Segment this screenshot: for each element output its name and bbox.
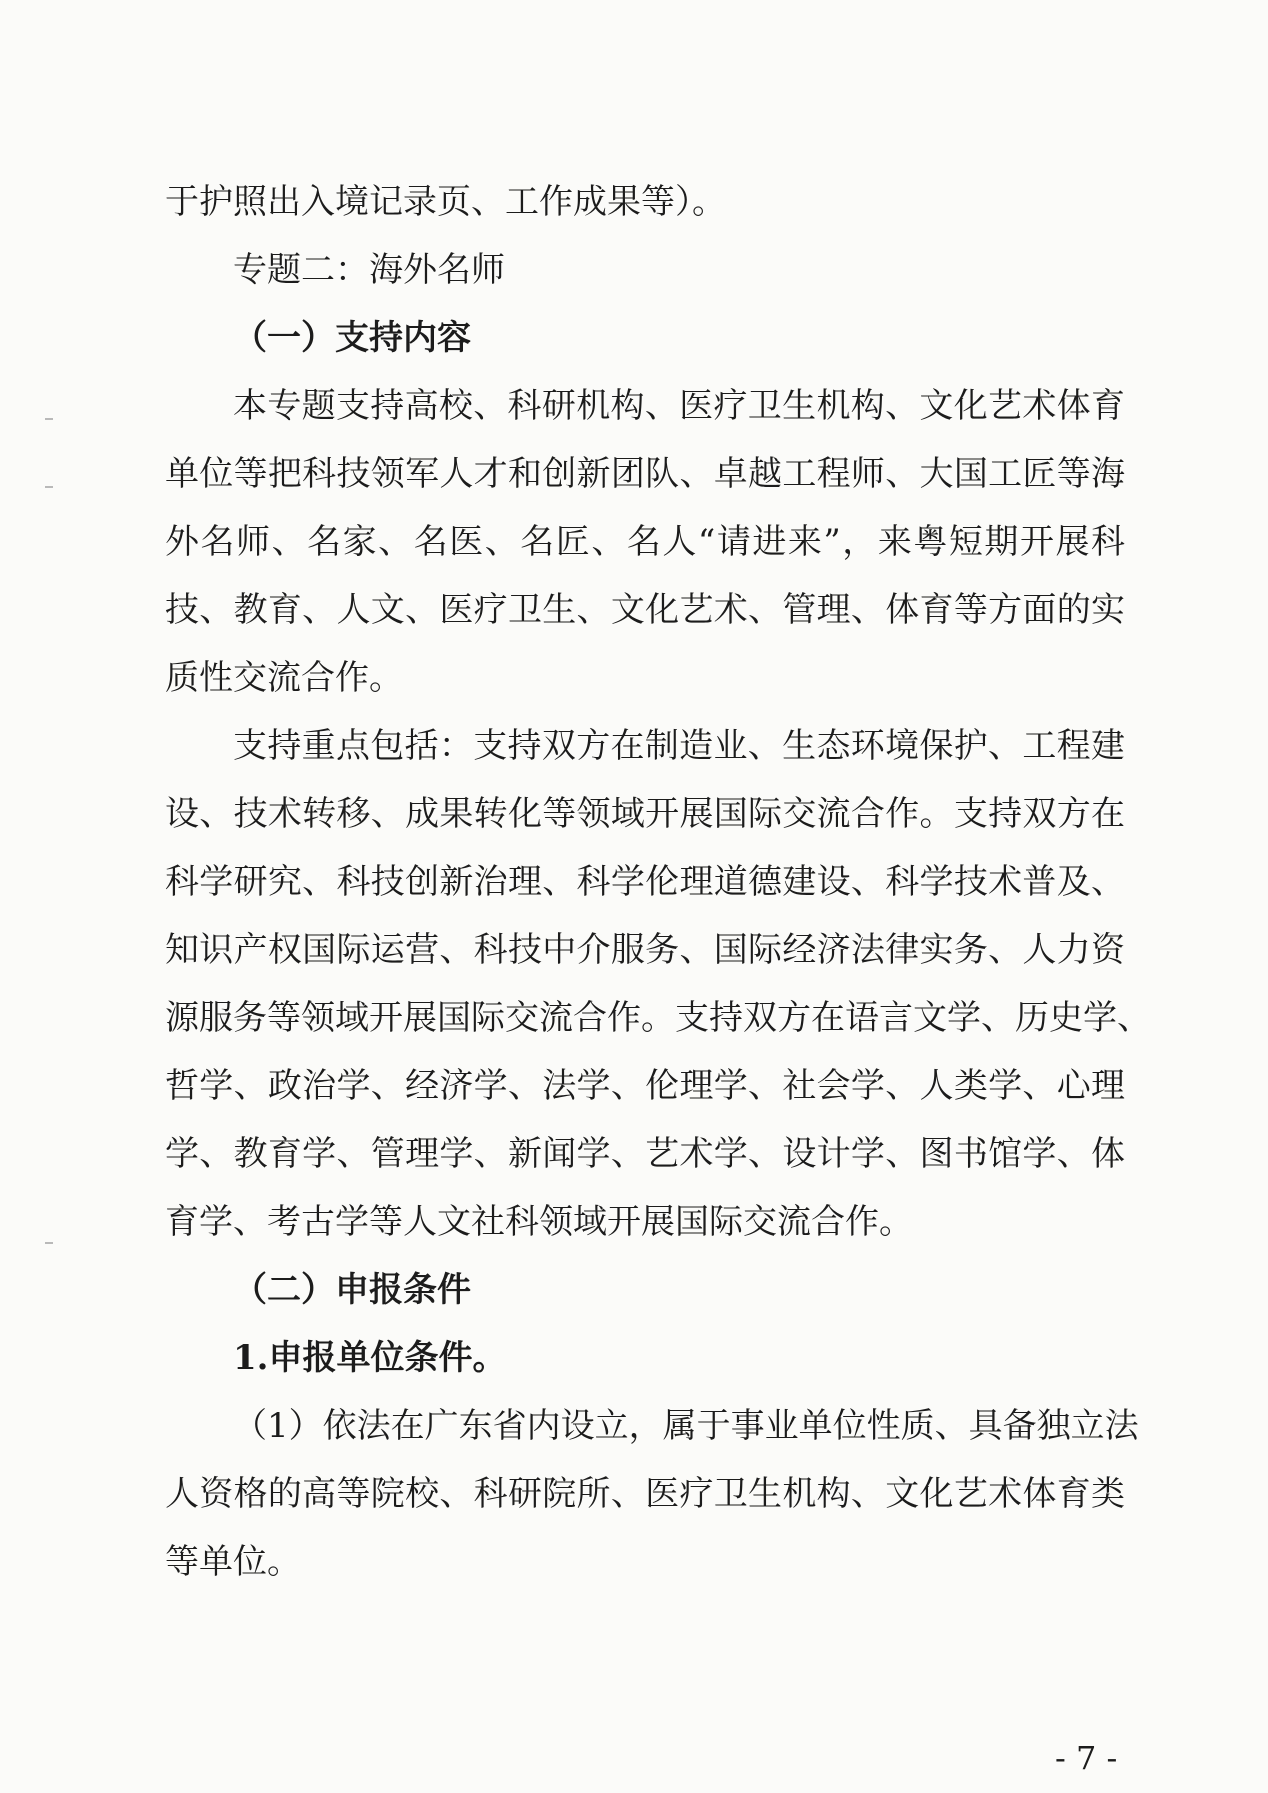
paragraph-line: 支持重点包括：支持双方在制造业、生态环境保护、工程建 <box>233 726 1125 766</box>
subsection-heading: 1.申报单位条件。 <box>233 1338 507 1378</box>
paragraph-line: 源服务等领域开展国际交流合作。支持双方在语言文学、历史学、 <box>165 998 1151 1038</box>
section-heading-support-content: （一）支持内容 <box>233 318 471 358</box>
page-number: - 7 - <box>1055 1739 1118 1777</box>
scan-margin-mark <box>45 486 53 488</box>
paragraph-line: （1）依法在广东省内设立，属于事业单位性质、具备独立法 <box>233 1406 1139 1446</box>
paragraph-line: 知识产权国际运营、科技中介服务、国际经济法律实务、人力资 <box>165 930 1125 970</box>
paragraph-line: 设、技术转移、成果转化等领域开展国际交流合作。支持双方在 <box>165 794 1125 834</box>
scan-margin-mark <box>45 1242 53 1244</box>
opening-line: 于护照出入境记录页、工作成果等）。 <box>165 182 726 222</box>
paragraph-line: 人资格的高等院校、科研院所、医疗卫生机构、文化艺术体育类 <box>165 1474 1125 1514</box>
paragraph-line: 单位等把科技领军人才和创新团队、卓越工程师、大国工匠等海 <box>165 454 1125 494</box>
paragraph-line: 哲学、政治学、经济学、法学、伦理学、社会学、人类学、心理 <box>165 1066 1125 1106</box>
scan-margin-mark <box>45 418 53 420</box>
paragraph-line: 学、教育学、管理学、新闻学、艺术学、设计学、图书馆学、体 <box>165 1134 1125 1174</box>
paragraph-line: 技、教育、人文、医疗卫生、文化艺术、管理、体育等方面的实 <box>165 590 1125 630</box>
paragraph-line: 质性交流合作。 <box>165 658 403 698</box>
paragraph-line: 本专题支持高校、科研机构、医疗卫生机构、文化艺术体育 <box>233 386 1125 426</box>
paragraph-line: 科学研究、科技创新治理、科学伦理道德建设、科学技术普及、 <box>165 862 1125 902</box>
topic-title: 专题二：海外名师 <box>233 250 505 290</box>
paragraph-line: 外名师、名家、名医、名匠、名人“请进来”，来粤短期开展科 <box>165 522 1125 562</box>
paragraph-line: 育学、考古学等人文社科领域开展国际交流合作。 <box>165 1202 913 1242</box>
paragraph-line: 等单位。 <box>165 1542 301 1582</box>
section-heading-application-conditions: （二）申报条件 <box>233 1270 471 1310</box>
